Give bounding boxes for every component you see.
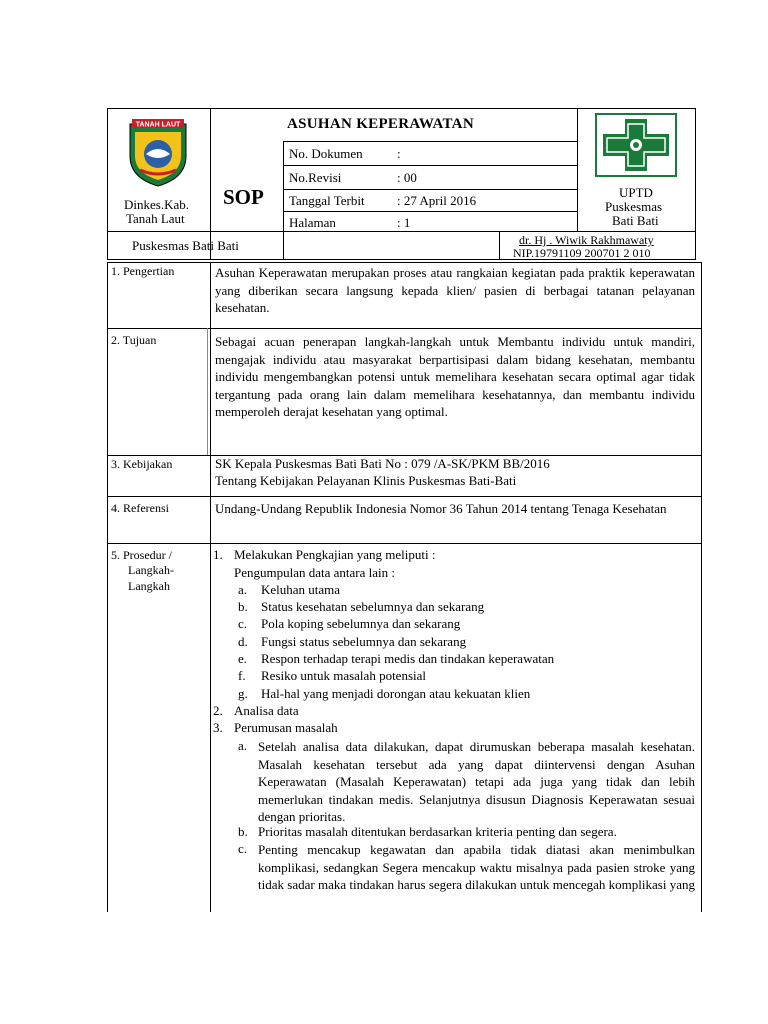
step-3b-text: Prioritas masalah ditentukan berdasarkan kriteria penting dan segera. xyxy=(258,824,617,839)
step-3b-letter: b. xyxy=(238,824,248,839)
step-1-sub: Pengumpulan data antara lain : xyxy=(234,565,396,580)
uptd-label: UPTD xyxy=(619,185,653,200)
item-a-letter: a. xyxy=(238,582,248,597)
step-1-num: 1. xyxy=(213,547,223,562)
no-dokumen-value: : xyxy=(397,146,401,161)
item-g-letter: g. xyxy=(238,686,248,701)
dinkes-label-1: Dinkes.Kab. xyxy=(124,197,189,212)
item-b-text: Status kesehatan sebelumnya dan sekarang xyxy=(261,599,485,614)
referensi-text: Undang-Undang Republik Indonesia Nomor 36 Tahun 2014 tentang Tenaga Kesehatan xyxy=(215,501,667,516)
svg-text:TANAH LAUT: TANAH LAUT xyxy=(135,121,181,129)
uptd-puskesmas-label: Puskesmas xyxy=(605,199,663,214)
no-dokumen-label: No. Dokumen xyxy=(289,146,363,161)
item-f-letter: f. xyxy=(238,668,246,683)
item-d-letter: d. xyxy=(238,634,248,649)
pengertian-text: Asuhan Keperawatan merupakan proses atau rangkaian kegiatan pada praktik keperawatan yang diberikan secara langsung kepada klien/ pasien di berbagai tatanan pelayanan kesehatan. xyxy=(215,265,695,315)
item-a-text: Keluhan utama xyxy=(261,582,341,597)
item-e-text: Respon terhadap terapi medis dan tindakan keperawatan xyxy=(261,651,555,666)
kebijakan-line2: Tentang Kebijakan Pelayanan Klinis Puskesmas Bati-Bati xyxy=(215,473,517,488)
no-revisi-label: No.Revisi xyxy=(289,170,342,185)
kebijakan-line1: SK Kepala Puskesmas Bati Bati No : 079 /A-SK/PKM BB/2016 xyxy=(215,456,550,471)
tanggal-terbit-value: : 27 April 2016 xyxy=(397,193,477,208)
step-2-num: 2. xyxy=(213,703,223,718)
referensi-label: 4. Referensi xyxy=(111,501,169,515)
item-b-letter: b. xyxy=(238,599,248,614)
halaman-label: Halaman xyxy=(289,215,336,230)
tujuan-text: Sebagai acuan penerapan langkah-langkah untuk Membantu individu untuk mandiri, mengajak individu atau masyarakat berpartisipasi dalam bidang kesehatan, membantu individu mengembangkan potensi untuk memelihara kesehatan secara optimal agar tidak tergantung pada orang lain dalam memelihara kesehatannya, dan membantu individu memperoleh derajat kesehatan yang optimal. xyxy=(215,334,695,419)
tujuan-label: 2. Tujuan xyxy=(111,333,157,347)
step-3a-text: Setelah analisa data dilakukan, dapat dirumuskan beberapa masalah kesehatan. Masalah kesehatan tersebut ada yang dapat diintervensi dengan Asuhan Keperawatan (Masalah Keperawatan) tetapi ada juga yang tidak dan lebih memerlukan tindakan medis. Selanjutnya disusun Diagnosis Keperawatan sesuai dengan prioritas. xyxy=(258,739,695,824)
item-g-text: Hal-hal yang menjadi dorongan atau kekuatan klien xyxy=(261,686,531,701)
item-f-text: Resiko untuk masalah potensial xyxy=(261,668,427,683)
tanggal-terbit-label: Tanggal Terbit xyxy=(289,193,365,208)
signer-nip: NIP.19791109 200701 2 010 xyxy=(513,246,651,260)
tanah-laut-logo xyxy=(126,118,190,188)
halaman-value: : 1 xyxy=(397,215,411,230)
kebijakan-label: 3. Kebijakan xyxy=(111,457,173,471)
sop-label: SOP xyxy=(223,185,264,209)
dinkes-label-2: Tanah Laut xyxy=(126,211,185,226)
item-c-letter: c. xyxy=(238,616,248,631)
step-3-num: 3. xyxy=(213,720,223,735)
step-1-text: Melakukan Pengkajian yang meliputi : xyxy=(234,547,436,562)
step-2-text: Analisa data xyxy=(234,703,299,718)
item-e-letter: e. xyxy=(238,651,248,666)
no-revisi-value: : 00 xyxy=(397,170,417,185)
uptd-batibati-label: Bati Bati xyxy=(612,213,659,228)
step-3c-letter: c. xyxy=(238,841,248,856)
pengertian-label: 1. Pengertian xyxy=(111,264,175,278)
document-title: ASUHAN KEPERAWATAN xyxy=(287,116,474,132)
step-3-text: Perumusan masalah xyxy=(234,720,338,735)
step-3c-text: Penting mencakup kegawatan dan apabila tidak diatasi akan menimbulkan komplikasi, sedangkan Segera mencakup waktu misalnya pada pasien stroke yang tidak sadar maka tindakan harus segera dilakukan untuk mencegah komplikasi yang xyxy=(258,842,695,892)
signer-name: dr. Hj . Wiwik Rakhmawaty xyxy=(519,233,654,247)
puskesmas-cross-logo xyxy=(595,113,677,177)
prosedur-label-1: 5. Prosedur / xyxy=(111,548,172,562)
item-d-text: Fungsi status sebelumnya dan sekarang xyxy=(261,634,467,649)
prosedur-label-2: Langkah- xyxy=(128,563,174,577)
prosedur-label-3: Langkah xyxy=(128,579,170,593)
step-3a-letter: a. xyxy=(238,738,248,753)
puskesmas-name: Puskesmas Bati Bati xyxy=(132,238,239,253)
item-c-text: Pola koping sebelumnya dan sekarang xyxy=(261,616,461,631)
